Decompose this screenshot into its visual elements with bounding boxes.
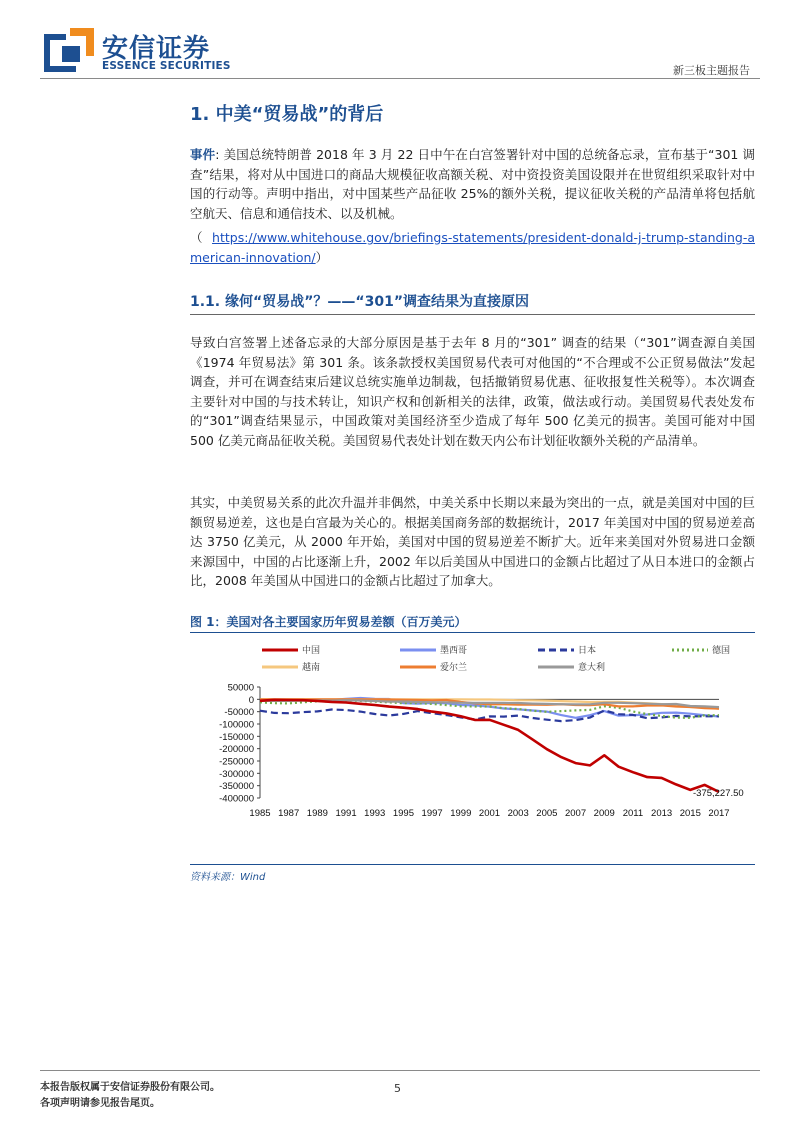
- x-tick-label: 1987: [278, 808, 300, 819]
- y-tick-label: -100000: [219, 719, 254, 731]
- logo-blue-square: [62, 46, 80, 62]
- legend-label: 爱尔兰: [440, 663, 468, 673]
- chart-plot-area: [260, 698, 744, 799]
- legend-label: 墨西哥: [440, 646, 468, 656]
- footer-disclaimer: 各项声明请参见报告尾页。: [40, 1098, 160, 1109]
- footer-divider: [40, 1070, 760, 1071]
- header-divider: [40, 78, 760, 79]
- whitehouse-link[interactable]: https://www.whitehouse.gov/briefings-statements/president-donald-j-trump-standing-american-innovation/: [190, 230, 755, 265]
- subsection-title: 1.1. 缘何“贸易战”？——“301”调查结果为直接原因: [190, 294, 530, 310]
- legend-label: 意大利: [578, 663, 606, 673]
- event-text: : 美国总统特朗普 2018 年 3 月 22 日中午在白宫签署针对中国的总统备忘录，宣布基于“301 调查”结果，将对从中国进口的商品大规模征收高额关税、对中资投资美国设限并在世贸组织采取针对中国的行动等。声明中指出，对中国某些产品征收 25%的额外关税，提议征收关税的产品清单将包括航空航天、信息和通信技术、以及机械。: [190, 147, 755, 221]
- trade-balance-chart: [190, 636, 755, 862]
- x-tick-label: 1995: [392, 808, 415, 819]
- event-label: 事件: [190, 147, 216, 162]
- y-tick-label: -400000: [219, 793, 254, 805]
- y-tick-label: 50000: [227, 682, 254, 694]
- y-tick-label: -150000: [219, 731, 254, 743]
- x-tick-label: 1993: [364, 808, 386, 819]
- x-tick-label: 2001: [478, 808, 501, 819]
- x-tick-label: 2015: [679, 808, 701, 819]
- event-paragraph: [190, 145, 755, 223]
- subsection-divider: [190, 314, 755, 315]
- page-number: 5: [394, 1082, 401, 1095]
- legend-label: 中国: [302, 646, 321, 656]
- x-tick-label: 1991: [335, 808, 357, 819]
- x-tick-label: 1985: [249, 808, 271, 819]
- link-paragraph: [190, 228, 755, 267]
- paragraph-trade-deficit: 其实，中美贸易关系的此次升温并非偶然，中美关系中长期以来最为突出的一点，就是美国对中国的巨额贸易逆差，这也是白宫最为关心的。根据美国商务部的数据统计，2017 年美国对中国的贸易逆差高达 3750 亿美元，从 2000 年开始，美国对中国的贸易逆差不断扩大。近年来美国对外贸易进口金额来源国中，中国的占比逐渐上升，2002 年以后美国从中国进口的金额占比超过了从日本进口的金额占比，2008 年美国从中国进口的金额占比超过了加拿大。: [190, 495, 755, 588]
- legend-label: 越南: [302, 663, 321, 673]
- y-tick-label: -250000: [219, 756, 254, 768]
- x-tick-label: 2003: [507, 808, 529, 819]
- x-tick-label: 1997: [421, 808, 443, 819]
- y-tick-label: 0: [248, 694, 254, 706]
- x-tick-label: 2009: [593, 808, 615, 819]
- x-tick-label: 2011: [622, 808, 644, 819]
- x-tick-label: 1999: [450, 808, 472, 819]
- chart-legend: [262, 644, 730, 673]
- x-tick-label: 2013: [651, 808, 673, 819]
- brand-name-cn: 安信证券: [102, 34, 211, 64]
- figure-bottom-rule: [190, 864, 755, 865]
- figure-source: 资料来源：Wind: [190, 872, 266, 883]
- essence-logo: [40, 26, 96, 74]
- x-tick-label: 2005: [536, 808, 558, 819]
- footer-copyright: 本报告版权属于安信证券股份有限公司。: [40, 1082, 220, 1093]
- paragraph-301-investigation: 导致白宫签署上述备忘录的大部分原因是基于去年 8 月的“301” 调查的结果（“301”调查源自美国《1974 年贸易法》第 301 条。该条款授权美国贸易代表可对他国的“不合理或不公正贸易做法”发起调查，并可在调查结束后建议总统实施单边制裁，包括撤销贸易优惠、征收报复性关税等）。本次调查主要针对中国的与技术转让，知识产权和创新相关的法律，政策，做法或行动。美国贸易代表处发布的“301”调查结果显示，中国政策对美国经济至少造成了每年 500 亿美元的损害。美国可能对中国 500 亿美元商品征收关税。美国贸易代表处计划在数天内公布计划征收额外关税的产品清单。: [190, 335, 755, 448]
- legend-label: 德国: [712, 646, 731, 656]
- x-tick-label: 2017: [708, 808, 730, 819]
- link-close: ）: [315, 249, 329, 265]
- y-tick-label: -300000: [219, 768, 254, 780]
- figure-title: 图 1：美国对各主要国家历年贸易差额（百万美元）: [190, 615, 467, 629]
- report-type: 新三板主题报告: [673, 64, 750, 77]
- x-tick-label: 1989: [306, 808, 328, 819]
- figure-top-rule: [190, 632, 755, 633]
- y-tick-label: -50000: [224, 707, 254, 719]
- x-tick-label: 2007: [564, 808, 587, 819]
- data-label: -375,227.50: [693, 787, 744, 799]
- link-open: （: [190, 230, 213, 245]
- y-tick-label: -200000: [219, 744, 254, 756]
- y-tick-label: -350000: [219, 781, 254, 793]
- section-title: 1. 中美“贸易战”的背后: [190, 104, 384, 125]
- brand-name-en: ESSENCE SECURITIES: [102, 60, 231, 72]
- legend-label: 日本: [578, 646, 597, 656]
